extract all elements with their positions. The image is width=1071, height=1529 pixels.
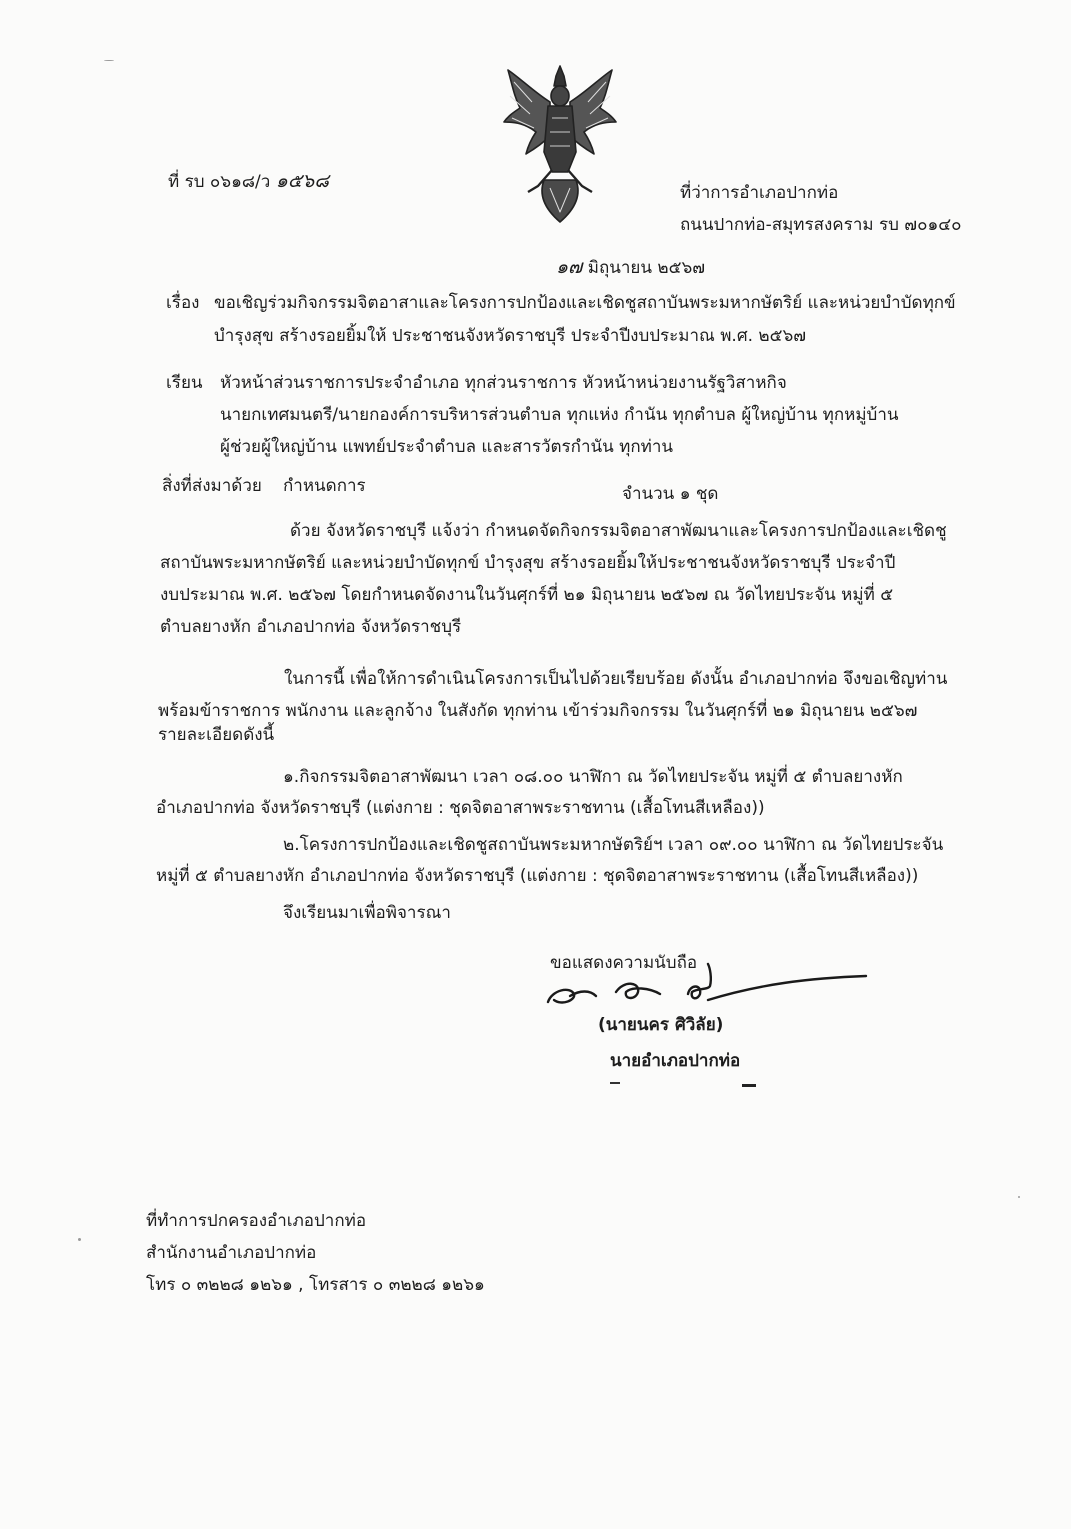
para1-line-3: งบประมาณ พ.ศ. ๒๕๖๗ โดยกำหนดจัดงานในวันศุกร์ที่ ๒๑ มิถุนายน ๒๕๖๗ ณ วัดไทยประจัน หมู่ที่ ๕ [160, 585, 894, 605]
para2-line-3: รายละเอียดดังนี้ [158, 725, 275, 745]
signer-title: นายอำเภอปากท่อ [610, 1051, 741, 1071]
regards-text: ขอแสดงความนับถือ [550, 953, 698, 973]
ink-mark [610, 1082, 620, 1084]
to-label: เรียน [166, 373, 203, 393]
date-month-year: มิถุนายน ๒๕๖๗ [587, 258, 706, 278]
subject-line-2: บำรุงสุข สร้างรอยยิ้มให้ ประชาชนจังหวัดราชบุรี ประจำปีงบประมาณ พ.ศ. ๒๕๖๗ [214, 326, 807, 346]
subject-line-1: ขอเชิญร่วมกิจกรรมจิตอาสาและโครงการปกป้องและเชิดชูสถาบันพระมหากษัตริย์ และหน่วยบำบัดทุกข์ [214, 293, 956, 313]
to-line-3: ผู้ช่วยผู้ใหญ่บ้าน แพทย์ประจำตำบล และสารวัตรกำนัน ทุกท่าน [220, 437, 674, 457]
para1-line-4: ตำบลยางหัก อำเภอปากท่อ จังหวัดราชบุรี [160, 617, 462, 637]
item1-line-1: ๑.กิจกรรมจิตอาสาพัฒนา เวลา ๐๘.๐๐ นาฬิกา ณ วัดไทยประจัน หมู่ที่ ๕ ตำบลยางหัก [283, 767, 903, 787]
ink-mark [742, 1084, 756, 1087]
item1-line-2: อำเภอปากท่อ จังหวัดราชบุรี (แต่งกาย : ชุดจิตอาสาพระราชทาน (เสื้อโทนสีเหลือง)) [156, 798, 765, 818]
para2-line-1: ในการนี้ เพื่อให้การดำเนินโครงการเป็นไปด้วยเรียบร้อย ดังนั้น อำเภอปากท่อ จึงขอเชิญท่าน [284, 669, 948, 689]
para2-line-2: พร้อมข้าราชการ พนักงาน และลูกจ้าง ในสังกัด ทุกท่าน เข้าร่วมกิจกรรม ในวันศุกร์ที่ ๒๑ มิถุนายน ๒๕๖๗ [158, 701, 918, 721]
document-number [168, 170, 329, 193]
office-address: ถนนปากท่อ-สมุทรสงคราม รบ ๗๐๑๔๐ [680, 215, 962, 235]
item2-line-1: ๒.โครงการปกป้องและเชิดชูสถาบันพระมหากษัตริย์ฯ เวลา ๐๙.๐๐ นาฬิกา ณ วัดไทยประจัน [283, 835, 944, 855]
item2-line-2: หมู่ที่ ๕ ตำบลยางหัก อำเภอปากท่อ จังหวัดราชบุรี (แต่งกาย : ชุดจิตอาสาพระราชทาน (เสื้อโทนสีเหลือง)) [156, 866, 919, 886]
para1-line-1: ด้วย จังหวัดราชบุรี แจ้งว่า กำหนดจัดกิจกรรมจิตอาสาพัฒนาและโครงการปกป้องและเชิดชู [290, 521, 947, 541]
to-line-1: หัวหน้าส่วนราชการประจำอำเภอ ทุกส่วนราชการ หัวหน้าหน่วยงานรัฐวิสาหกิจ [220, 373, 787, 393]
scan-speck [1018, 1196, 1020, 1198]
signer-name: (นายนคร ศิวิลัย) [598, 1015, 724, 1035]
scan-speck [78, 1238, 81, 1241]
office-name: ที่ว่าการอำเภอปากท่อ [680, 183, 839, 203]
letter-date [556, 256, 705, 279]
footer-contact-line: โทร ๐ ๓๒๒๘ ๑๒๖๑ , โทรสาร ๐ ๓๒๒๘ ๑๒๖๑ [146, 1275, 485, 1295]
enclosure-label: สิ่งที่ส่งมาด้วย [162, 476, 262, 496]
document-number-printed: ที่ รบ ๐๖๑๘/ว [168, 172, 271, 192]
scan-speck [104, 60, 114, 61]
enclosure-item: กำหนดการ [283, 476, 366, 496]
to-line-2: นายกเทศมนตรี/นายกองค์การบริหารส่วนตำบล ทุกแห่ง กำนัน ทุกตำบล ผู้ใหญ่บ้าน ทุกหมู่บ้าน [220, 405, 899, 425]
document-number-handwritten: ๑๕๖๘ [275, 170, 329, 192]
subject-label: เรื่อง [166, 293, 200, 313]
enclosure-quantity: จำนวน ๑ ชุด [622, 484, 719, 504]
footer-office-line: ที่ทำการปกครองอำเภอปากท่อ [146, 1211, 367, 1231]
footer-agency-line: สำนักงานอำเภอปากท่อ [146, 1243, 317, 1263]
closing-text: จึงเรียนมาเพื่อพิจารณา [283, 903, 451, 923]
date-day-handwritten: ๑๗ [556, 256, 583, 278]
para1-line-2: สถาบันพระมหากษัตริย์ และหน่วยบำบัดทุกข์ บำรุงสุข สร้างรอยยิ้มให้ประชาชนจังหวัดราชบุรี ประจำปี [160, 553, 896, 573]
garuda-emblem-icon [498, 62, 622, 226]
